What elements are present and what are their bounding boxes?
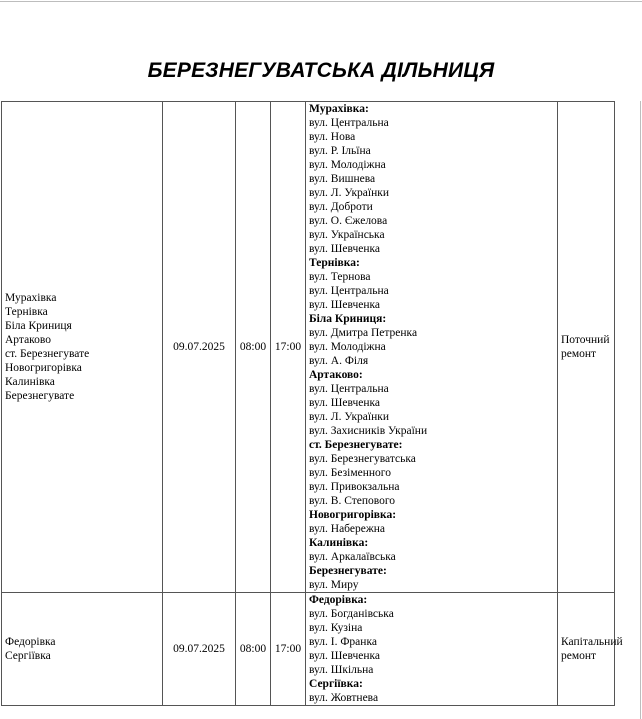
village-heading: Мурахівка: [309,103,369,115]
locality-name: Біла Криниця [5,320,72,332]
time-to-cell: 17:00 [271,593,306,706]
work-type-cell: Капітальний ремонт [558,593,615,706]
time-from-cell: 08:00 [236,102,271,593]
locality-name: Березнегувате [5,390,75,402]
localities-cell [2,102,163,593]
street-name: вул. О. Єжелова [309,215,388,227]
street-name: вул. Шкільна [309,664,374,676]
village-heading: ст. Березнегувате: [309,439,403,451]
village-heading: Калинівка: [309,537,369,549]
locality-name: ст. Березнегувате [5,348,90,360]
village-heading: Федорівка: [309,594,368,606]
street-name: вул. Набережна [309,523,386,535]
street-name: вул. Молодіжна [309,159,386,171]
street-name: вул. Л. Українки [309,411,389,423]
street-name: вул. Вишнева [309,173,376,185]
time-from-cell: 08:00 [236,593,271,706]
table-row [2,593,615,706]
locality-name: Калинівка [5,376,55,388]
date-cell: 09.07.2025 [163,593,236,706]
street-name: вул. Шевченка [309,243,381,255]
street-name: вул. Тернова [309,271,371,283]
village-heading: Сергіївка: [309,678,363,690]
street-name: вул. В. Степового [309,495,396,507]
street-name: вул. Безіменного [309,467,391,479]
street-name: вул. Центральна [309,117,389,129]
village-heading: Тернівка: [309,257,360,269]
street-name: вул. Аркалаївська [309,551,396,563]
street-name: вул. Жовтнева [309,692,379,704]
street-name: вул. Привокзальна [309,481,400,493]
street-name: вул. І. Франка [309,636,377,648]
street-name: вул. Р. Ільїна [309,145,371,157]
outage-schedule-table [1,101,623,706]
village-heading: Новогригорівка: [309,509,397,521]
locality-name: Тернівка [5,306,48,318]
street-name: вул. Кузіна [309,622,363,634]
time-to-cell: 17:00 [271,102,306,593]
work-type-cell: Поточний ремонт [558,102,615,593]
addresses-cell [306,102,558,593]
page-title: БЕРЕЗНЕГУВАТСЬКА ДІЛЬНИЦЯ [147,59,495,82]
street-name: вул. Богданівська [309,608,394,620]
street-name: вул. Шевченка [309,299,381,311]
street-name: вул. Центральна [309,383,389,395]
street-name: вул. А. Філя [309,355,369,367]
village-heading: Біла Криниця: [309,313,387,325]
locality-name: Сергіївка [5,650,51,662]
addresses-cell [306,593,558,706]
locality-name: Федорівка [5,636,56,648]
street-name: вул. Шевченка [309,650,381,662]
village-heading: Березнегувате: [309,565,387,577]
date-cell: 09.07.2025 [163,102,236,593]
locality-name: Артаково [5,334,52,346]
table-row [2,102,615,593]
street-name: вул. Миру [309,579,359,591]
street-name: вул. Українська [309,229,385,241]
top-border-line [0,1,642,2]
street-name: вул. Дмитра Петренка [309,327,418,339]
street-name: вул. Березнегуватська [309,453,416,465]
street-name: вул. Центральна [309,285,389,297]
locality-name: Новогригорівка [5,362,82,374]
locality-name: Мурахівка [5,292,57,304]
street-name: вул. Захисників України [309,425,428,437]
street-name: вул. Доброти [309,201,373,213]
street-name: вул. Нова [309,131,356,143]
localities-cell [2,593,163,706]
street-name: вул. Л. Українки [309,187,389,199]
street-name: вул. Шевченка [309,397,381,409]
right-border-line [640,101,641,719]
street-name: вул. Молодіжна [309,341,386,353]
village-heading: Артаково: [309,369,363,381]
